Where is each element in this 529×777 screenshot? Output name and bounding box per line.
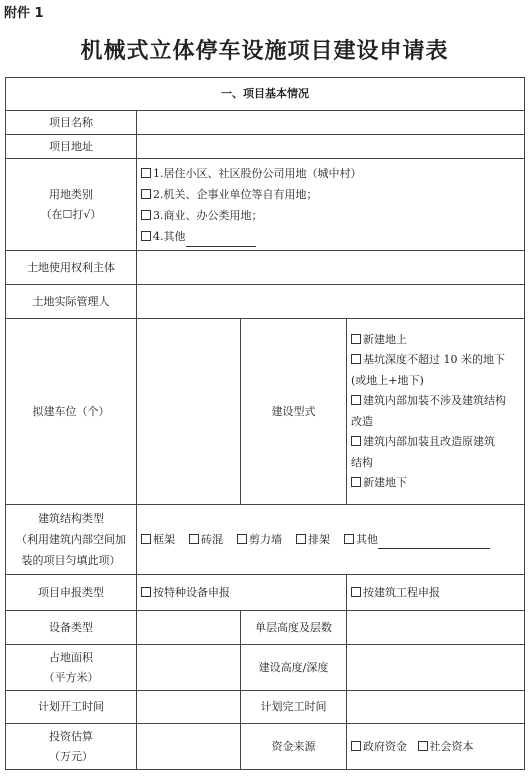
build-height-label: 建设高度/深度: [241, 645, 347, 691]
structure-type-label-line3: 装的项目匀填此项）: [21, 554, 121, 567]
attachment-label: 附件 1: [4, 6, 44, 21]
structure-option-text: 剪力墙: [249, 532, 282, 546]
section-title: 一、项目基本情况: [6, 78, 525, 111]
structure-option-text: 框架: [153, 532, 175, 546]
checkbox-icon[interactable]: [141, 587, 151, 597]
construction-option-text: 改造: [351, 414, 373, 428]
land-manager-label: 土地实际管理人: [6, 285, 137, 319]
land-type-option-3-text: 3.商业、办公类用地；: [153, 208, 263, 222]
checkbox-icon[interactable]: [351, 587, 361, 597]
land-type-option-1-text: 1.居住小区、社区股份公司用地（城中村）: [153, 166, 362, 180]
fund-source-label: 资金来源: [241, 724, 347, 770]
land-area-label-line1: 占地面积: [49, 650, 93, 664]
checkbox-icon[interactable]: [141, 210, 151, 220]
checkbox-icon[interactable]: [141, 189, 151, 199]
land-type-option-4-text: 4.其他: [153, 229, 186, 243]
construction-option-text: 结构: [351, 455, 373, 469]
checkbox-icon[interactable]: [296, 534, 306, 544]
structure-option-frame[interactable]: [141, 533, 175, 546]
land-type-option-4[interactable]: [141, 226, 520, 247]
land-area-label-line2: （平方米）: [43, 670, 99, 684]
checkbox-icon[interactable]: [351, 436, 361, 446]
land-type-option-3[interactable]: [141, 205, 520, 226]
investment-field[interactable]: [137, 724, 241, 770]
construction-option-text: 新建地上: [363, 332, 407, 346]
construction-option-no-structure[interactable]: [351, 391, 520, 412]
construction-option-text: 建筑内部加装且改造原建筑: [363, 435, 495, 448]
application-option-text: 按建筑工程申报: [363, 585, 440, 599]
land-type-label: [6, 159, 137, 251]
other-fill-line[interactable]: [186, 246, 256, 247]
checkbox-icon[interactable]: [237, 534, 247, 544]
project-name-field[interactable]: [137, 111, 525, 135]
start-time-label: 计划开工时间: [6, 691, 137, 724]
construction-type-options: [347, 319, 525, 505]
construction-option-text: 建筑内部加装不涉及建筑结构: [363, 394, 506, 407]
planned-spaces-label: 拟建车位（个）: [6, 319, 137, 505]
checkbox-icon[interactable]: [141, 168, 151, 178]
application-type-label: 项目申报类型: [6, 575, 137, 611]
structure-option-brick[interactable]: [189, 533, 223, 546]
fund-option-text: 政府资金: [363, 739, 407, 753]
land-type-option-1[interactable]: [141, 163, 520, 184]
land-right-holder-field[interactable]: [137, 251, 525, 285]
land-type-label-line2: （在☐打√）: [40, 207, 102, 221]
structure-option-other[interactable]: [344, 533, 490, 546]
construction-option-text: (或地上+地下): [351, 373, 424, 387]
checkbox-icon[interactable]: [351, 334, 361, 344]
construction-option-new-below[interactable]: [351, 473, 520, 494]
land-type-options: [137, 159, 525, 251]
fund-option-text: 社会资本: [429, 739, 474, 753]
construction-option-no-structure-cont: [351, 412, 520, 433]
investment-label: [6, 724, 137, 770]
equipment-type-field[interactable]: [137, 611, 241, 645]
project-name-label: 项目名称: [6, 111, 137, 135]
land-area-label: [6, 645, 137, 691]
planned-spaces-field[interactable]: [137, 319, 241, 505]
checkbox-icon[interactable]: [141, 231, 151, 241]
other-fill-line[interactable]: [378, 548, 490, 549]
structure-option-shear-wall[interactable]: [237, 533, 282, 546]
investment-label-line2: （万元）: [49, 749, 93, 763]
land-right-holder-label: 土地使用权利主体: [6, 251, 137, 285]
checkbox-icon[interactable]: [418, 741, 428, 751]
land-type-option-2-text: 2.机关、企事业单位等自有用地；: [153, 187, 318, 201]
equipment-type-label: 设备类型: [6, 611, 137, 645]
structure-type-label: [6, 505, 137, 575]
structure-type-label-line2: （利用建筑内部空间加: [16, 533, 126, 546]
project-address-field[interactable]: [137, 135, 525, 159]
application-option-building-project[interactable]: [347, 575, 525, 611]
application-option-text: 按特种设备申报: [153, 585, 230, 599]
construction-option-structure-cont: [351, 453, 520, 474]
construction-option-text: 基坑深度不超过 10 米的地下: [363, 353, 505, 366]
construction-option-text: 新建地下: [363, 476, 407, 489]
structure-type-options: [137, 505, 525, 575]
land-type-label-line1: 用地类别: [49, 188, 93, 202]
page-title: 机械式立体停车设施项目建设申请表: [80, 39, 449, 64]
checkbox-icon[interactable]: [351, 354, 361, 364]
floor-height-field[interactable]: [347, 611, 525, 645]
fund-option-social-capital[interactable]: [418, 740, 474, 753]
structure-type-label-line1: 建筑结构类型: [38, 512, 104, 525]
construction-option-pit[interactable]: [351, 350, 520, 371]
investment-label-line1: 投资估算: [49, 729, 93, 743]
fund-source-options: [347, 724, 525, 770]
application-form-table: [5, 77, 525, 770]
build-height-field[interactable]: [347, 645, 525, 691]
construction-option-structure[interactable]: [351, 432, 520, 453]
floor-height-label: 单层高度及层数: [241, 611, 347, 645]
land-type-option-2[interactable]: [141, 184, 520, 205]
finish-time-label: 计划完工时间: [241, 691, 347, 724]
construction-type-label: 建设型式: [241, 319, 347, 505]
checkbox-icon[interactable]: [351, 477, 361, 487]
land-manager-field[interactable]: [137, 285, 525, 319]
structure-option-text: 排架: [308, 532, 330, 546]
checkbox-icon[interactable]: [189, 534, 199, 544]
construction-option-pit-cont: [351, 371, 520, 392]
application-option-special-equipment[interactable]: [137, 575, 347, 611]
structure-option-bent[interactable]: [296, 533, 330, 546]
checkbox-icon[interactable]: [351, 395, 361, 405]
construction-option-new-above[interactable]: [351, 330, 520, 351]
project-address-label: 项目地址: [6, 135, 137, 159]
start-time-field[interactable]: [137, 691, 241, 724]
fund-option-government[interactable]: [351, 740, 407, 753]
checkbox-icon[interactable]: [344, 534, 354, 544]
checkbox-icon[interactable]: [351, 741, 361, 751]
land-area-field[interactable]: [137, 645, 241, 691]
structure-option-text: 砖混: [201, 532, 223, 546]
structure-option-text: 其他: [356, 532, 378, 546]
checkbox-icon[interactable]: [141, 534, 151, 544]
finish-time-field[interactable]: [347, 691, 525, 724]
